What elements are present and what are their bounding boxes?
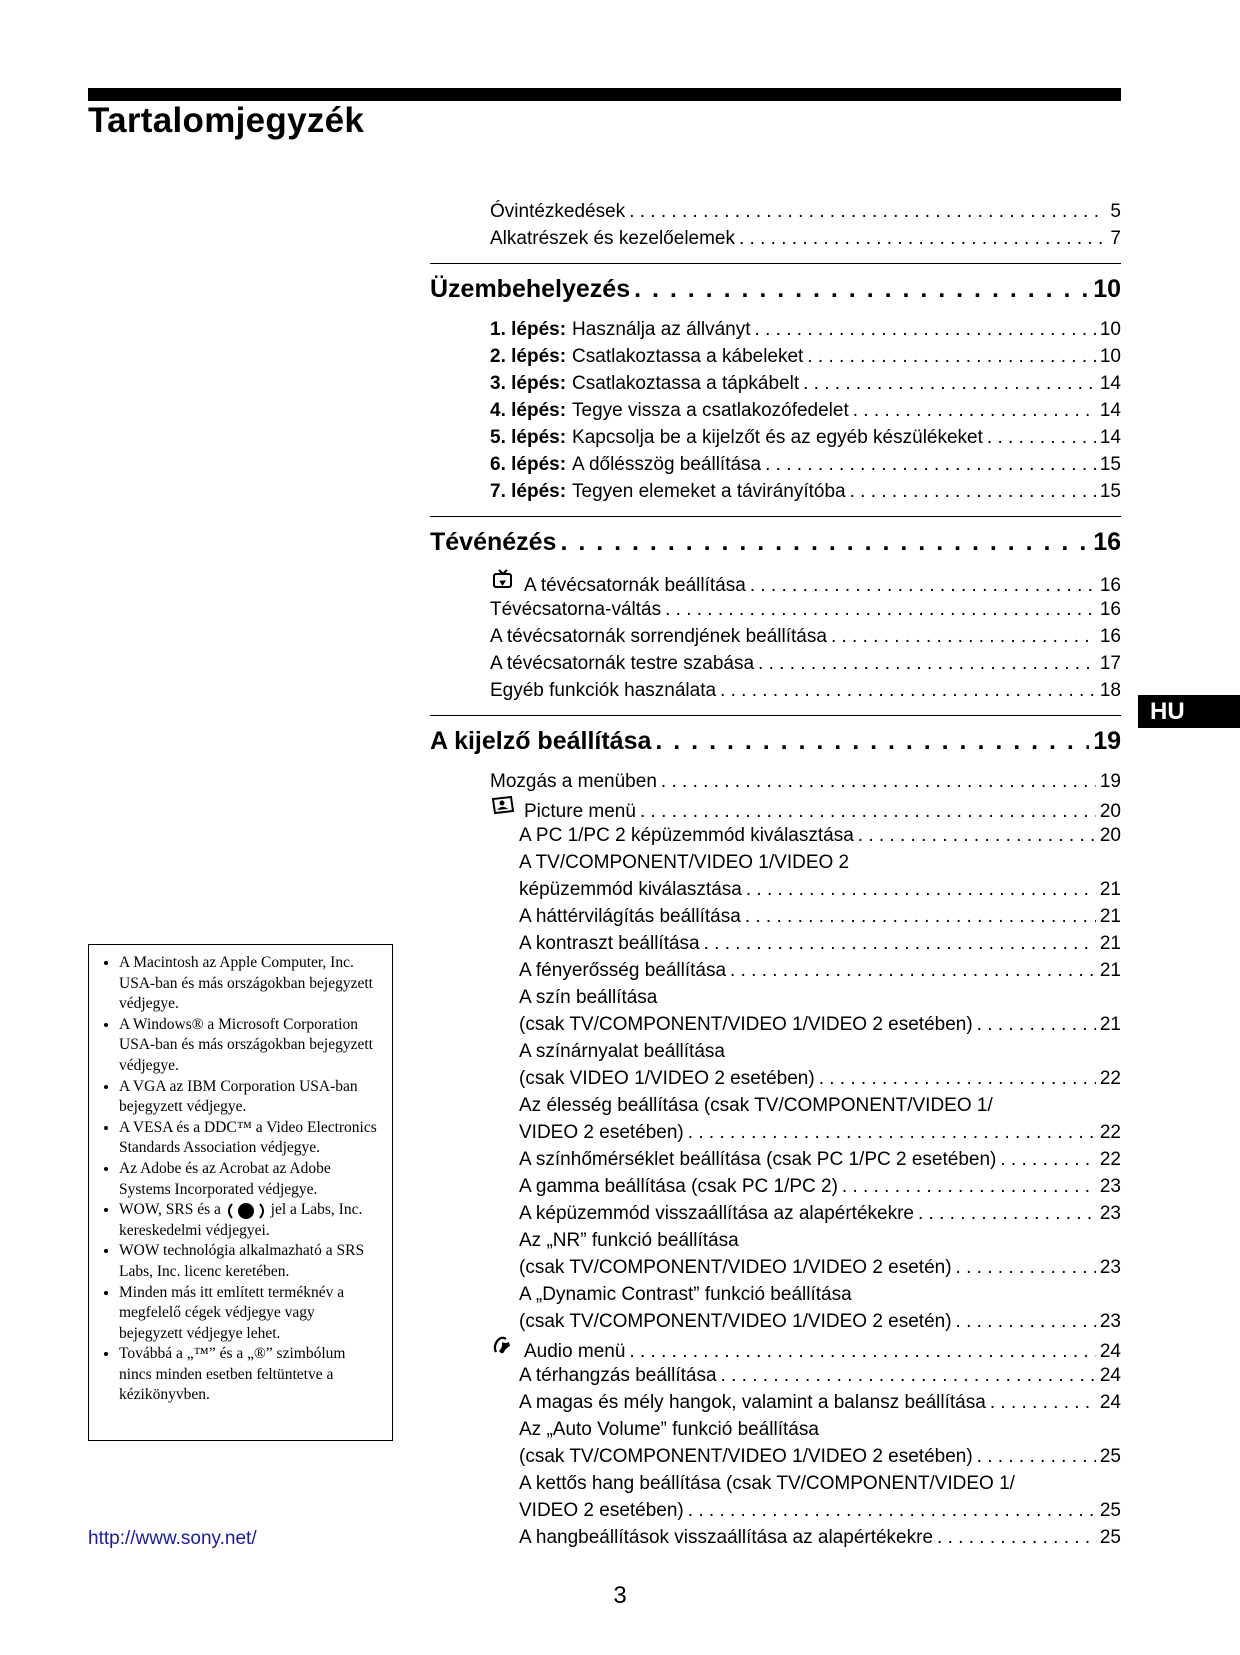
top-rule	[88, 88, 1121, 101]
section-page: 10	[1093, 275, 1121, 303]
section-title: Üzembehelyezés	[430, 275, 631, 303]
toc-entry-label: Az „Auto Volume” funkció beállítása	[519, 1419, 819, 1440]
section-page: 16	[1093, 528, 1121, 556]
toc-entry-label: Mozgás a menüben	[490, 771, 657, 792]
tv-channel-setup-icon	[490, 568, 516, 590]
toc-entry-label: A gamma beállítása (csak PC 1/PC 2)	[519, 1176, 838, 1197]
toc-entry[interactable]	[519, 1173, 1121, 1200]
srs-text-before: WOW, SRS és a	[119, 1201, 221, 1219]
toc-entry[interactable]	[490, 795, 1121, 822]
page-title: Tartalomjegyzék	[88, 101, 365, 140]
toc-entry-page: 21	[1099, 1014, 1121, 1035]
toc-entry-page: 25	[1099, 1446, 1121, 1467]
toc-entry-page: 23	[1099, 1311, 1121, 1332]
trademark-item: • Minden más itt említett terméknév a megfelelő cégek védjegye vagy bejegyzett védjegye lehet.	[119, 1283, 382, 1345]
toc-entry-label: képüzemmód kiválasztása	[519, 879, 742, 900]
section-heading[interactable]	[430, 271, 1121, 307]
toc-entry[interactable]	[490, 1335, 1121, 1362]
srs-logo-icon	[225, 1202, 267, 1220]
toc-entry-label: A fényerősség beállítása	[519, 960, 727, 981]
toc-entry-page: 21	[1099, 933, 1121, 954]
toc-entry-page: 5	[1110, 201, 1121, 222]
toc-entry-line	[519, 849, 1121, 876]
step-number: 5. lépés:	[490, 427, 567, 448]
toc-entry[interactable]	[490, 623, 1121, 650]
audio-menu-icon	[490, 1334, 516, 1356]
toc-entry-label: A dőlésszög beállítása	[572, 454, 762, 475]
toc-entry[interactable]	[519, 1011, 1121, 1038]
toc-entry-label: A hangbeállítások visszaállítása az alapértékekre	[519, 1527, 934, 1548]
toc-entry-label: A képüzemmód visszaállítása az alapértékekre	[519, 1203, 914, 1224]
step-number: 4. lépés:	[490, 400, 567, 421]
toc-entry-page: 19	[1099, 771, 1121, 792]
website-link[interactable]: http://www.sony.net/	[88, 1528, 257, 1549]
section-heading[interactable]	[430, 524, 1121, 560]
trademark-item: • Az Adobe és az Acrobat az Adobe Systems Incorporated védjegye.	[119, 1159, 382, 1200]
toc-entry[interactable]	[519, 1389, 1121, 1416]
toc-entry-label: Audio menü	[524, 1341, 626, 1362]
toc-entry[interactable]	[490, 424, 1121, 451]
toc-entry-label: Picture menü	[524, 801, 636, 822]
srs-text-after: jel a Labs, Inc. kereskedelmi védjegyei.	[119, 1201, 363, 1239]
toc-entry-page: 24	[1099, 1392, 1121, 1413]
toc-entry-page: 22	[1099, 1122, 1121, 1143]
toc-entry-page: 10	[1099, 346, 1121, 367]
toc-entry-page: 16	[1099, 599, 1121, 620]
toc-entry[interactable]	[490, 225, 1121, 252]
toc-entry-label: A színárnyalat beállítása	[519, 1041, 725, 1062]
toc-entry-label: (csak TV/COMPONENT/VIDEO 1/VIDEO 2 esetében)	[519, 1446, 973, 1467]
toc-entry-label: Alkatrészek és kezelőelemek	[490, 228, 735, 249]
step-number: 7. lépés:	[490, 481, 567, 502]
toc-entry-page: 25	[1099, 1500, 1121, 1521]
toc-entry-page: 21	[1099, 879, 1121, 900]
page-number: 3	[613, 1582, 627, 1609]
toc-entry-page: 7	[1110, 228, 1121, 249]
toc-entry-label: A TV/COMPONENT/VIDEO 1/VIDEO 2	[519, 852, 850, 873]
toc-entry-label: A magas és mély hangok, valamint a balansz beállítása	[519, 1392, 986, 1413]
toc-entry-label: Csatlakoztassa a kábeleket	[572, 346, 804, 367]
toc-entry-line	[519, 1416, 1121, 1443]
toc-entry[interactable]	[490, 677, 1121, 704]
toc-entry-label: (csak TV/COMPONENT/VIDEO 1/VIDEO 2 esetében)	[519, 1014, 973, 1035]
trademark-item: • A Windows® a Microsoft Corporation USA-ban és más országokban bejegyzett védjegye.	[119, 1015, 382, 1077]
toc-entry-label: Használja az állványt	[572, 319, 751, 340]
toc-entry-line	[519, 1038, 1121, 1065]
toc-entry[interactable]	[490, 451, 1121, 478]
toc-entry-line	[519, 1227, 1121, 1254]
section-page: 19	[1093, 727, 1121, 755]
trademark-item: • A VESA és a DDC™ a Video Electronics Standards Association védjegye.	[119, 1118, 382, 1159]
toc-entry-label: VIDEO 2 esetében)	[519, 1122, 684, 1143]
toc-entry[interactable]	[519, 1443, 1121, 1470]
table-of-contents	[430, 198, 1121, 1551]
toc-entry[interactable]	[490, 316, 1121, 343]
toc-entry-label: A PC 1/PC 2 képüzemmód kiválasztása	[519, 825, 854, 846]
toc-entry-page: 17	[1099, 653, 1121, 674]
section-title: Tévénézés	[430, 528, 557, 556]
trademark-item: • A VGA az IBM Corporation USA-ban bejegyzett védjegye.	[119, 1077, 382, 1118]
toc-entry[interactable]	[519, 930, 1121, 957]
section-display	[430, 715, 1121, 1551]
trademark-notice-box	[88, 944, 393, 1441]
toc-entry-label: A tévécsatornák sorrendjének beállítása	[490, 626, 827, 647]
toc-entry[interactable]	[519, 1200, 1121, 1227]
toc-entry-page: 24	[1099, 1365, 1121, 1386]
toc-entry-label: Kapcsolja be a kijelzőt és az egyéb készülékeket	[572, 427, 983, 448]
toc-entry-label: A „Dynamic Contrast” funkció beállítása	[519, 1284, 852, 1305]
section-title: A kijelző beállítása	[430, 727, 652, 755]
toc-entry-page: 15	[1099, 454, 1121, 475]
toc-entry[interactable]	[490, 198, 1121, 225]
toc-entry-label: (csak TV/COMPONENT/VIDEO 1/VIDEO 2 esetén)	[519, 1311, 952, 1332]
toc-entry-page: 14	[1099, 400, 1121, 421]
trademark-list	[101, 953, 382, 1406]
toc-entry-page: 22	[1099, 1068, 1121, 1089]
toc-entry-page: 15	[1099, 481, 1121, 502]
toc-entry-line	[519, 1281, 1121, 1308]
toc-entry[interactable]	[490, 397, 1121, 424]
section-heading[interactable]	[430, 723, 1121, 759]
toc-entry-label: A kettős hang beállítása (csak TV/COMPONENT/VIDEO 1/	[519, 1473, 1015, 1494]
toc-entry-line	[519, 1092, 1121, 1119]
toc-entry[interactable]	[490, 650, 1121, 677]
toc-entry-label: A szín beállítása	[519, 987, 658, 1008]
toc-entry[interactable]	[519, 1119, 1121, 1146]
toc-entry-page: 20	[1099, 825, 1121, 846]
toc-entry-label: Óvintézkedések	[490, 201, 626, 222]
toc-entry-label: A kontraszt beállítása	[519, 933, 700, 954]
toc-entry[interactable]	[519, 903, 1121, 930]
toc-entry[interactable]	[519, 1146, 1121, 1173]
toc-entry-page: 20	[1099, 801, 1121, 822]
toc-entry[interactable]	[519, 1065, 1121, 1092]
toc-entry-page: 14	[1099, 373, 1121, 394]
toc-entry-label: Csatlakoztassa a tápkábelt	[572, 373, 800, 394]
step-number: 3. lépés:	[490, 373, 567, 394]
toc-entry[interactable]	[490, 478, 1121, 505]
step-number: 6. lépés:	[490, 454, 567, 475]
language-tab: HU	[1138, 695, 1240, 728]
toc-entry-page: 10	[1099, 319, 1121, 340]
trademark-item: • WOW technológia alkalmazható a SRS Labs, Inc. licenc keretében.	[119, 1241, 382, 1282]
section-tv	[430, 516, 1121, 704]
step-number: 2. lépés:	[490, 346, 567, 367]
toc-entry[interactable]	[490, 768, 1121, 795]
toc-entry-label: A háttérvilágítás beállítása	[519, 906, 741, 927]
toc-entry[interactable]	[490, 343, 1121, 370]
toc-entry-label: Az „NR” funkció beállítása	[519, 1230, 739, 1251]
toc-entry[interactable]	[490, 569, 1121, 596]
toc-entry-label: Egyéb funkciók használata	[490, 680, 717, 701]
toc-entry-page: 21	[1099, 960, 1121, 981]
toc-entry[interactable]	[519, 876, 1121, 903]
picture-menu-icon	[490, 794, 516, 816]
toc-entry-page: 22	[1099, 1149, 1121, 1170]
trademark-item-srs	[119, 1200, 382, 1241]
toc-entry[interactable]	[519, 822, 1121, 849]
toc-entry-line	[519, 1470, 1121, 1497]
trademark-item: • A Macintosh az Apple Computer, Inc. USA-ban és más országokban bejegyzett védjegye.	[119, 953, 382, 1015]
toc-entry[interactable]	[519, 957, 1121, 984]
toc-entry-label: A tévécsatornák beállítása	[524, 575, 746, 596]
toc-entry-page: 21	[1099, 906, 1121, 927]
section-setup	[430, 263, 1121, 505]
toc-entry-label: Tegye vissza a csatlakozófedelet	[572, 400, 849, 421]
toc-entry[interactable]	[519, 1524, 1121, 1551]
toc-entry-page: 16	[1099, 575, 1121, 596]
toc-entry-label: A színhőmérséklet beállítása (csak PC 1/PC 2 esetében)	[519, 1149, 997, 1170]
toc-entry-page: 23	[1099, 1176, 1121, 1197]
toc-entry-page: 18	[1099, 680, 1121, 701]
toc-entry-page: 25	[1099, 1527, 1121, 1548]
toc-entry-label: A térhangzás beállítása	[519, 1365, 717, 1386]
trademark-item: • Továbbá a „™” és a „®” szimbólum nincs minden esetben feltüntetve a kézikönyvben.	[119, 1344, 382, 1406]
toc-entry-label: (csak TV/COMPONENT/VIDEO 1/VIDEO 2 esetén)	[519, 1257, 952, 1278]
toc-entry-line	[519, 984, 1121, 1011]
toc-entry-label: A tévécsatornák testre szabása	[490, 653, 755, 674]
toc-entry-page: 14	[1099, 427, 1121, 448]
toc-entry-page: 23	[1099, 1257, 1121, 1278]
toc-entry-label: Tegyen elemeket a távirányítóba	[572, 481, 846, 502]
toc-entry[interactable]	[519, 1308, 1121, 1335]
toc-entry[interactable]	[519, 1497, 1121, 1524]
toc-entry-label: (csak VIDEO 1/VIDEO 2 esetében)	[519, 1068, 815, 1089]
toc-entry-label: Az élesség beállítása (csak TV/COMPONENT/VIDEO 1/	[519, 1095, 993, 1116]
toc-entry-page: 23	[1099, 1203, 1121, 1224]
toc-entry[interactable]	[490, 596, 1121, 623]
toc-entry-label: Tévécsatorna-váltás	[490, 599, 662, 620]
toc-entry-page: 24	[1099, 1341, 1121, 1362]
toc-entry[interactable]	[519, 1362, 1121, 1389]
toc-entry-page: 16	[1099, 626, 1121, 647]
toc-entry[interactable]	[490, 370, 1121, 397]
step-number: 1. lépés:	[490, 319, 567, 340]
toc-entry-label: VIDEO 2 esetében)	[519, 1500, 684, 1521]
toc-entry[interactable]	[519, 1254, 1121, 1281]
